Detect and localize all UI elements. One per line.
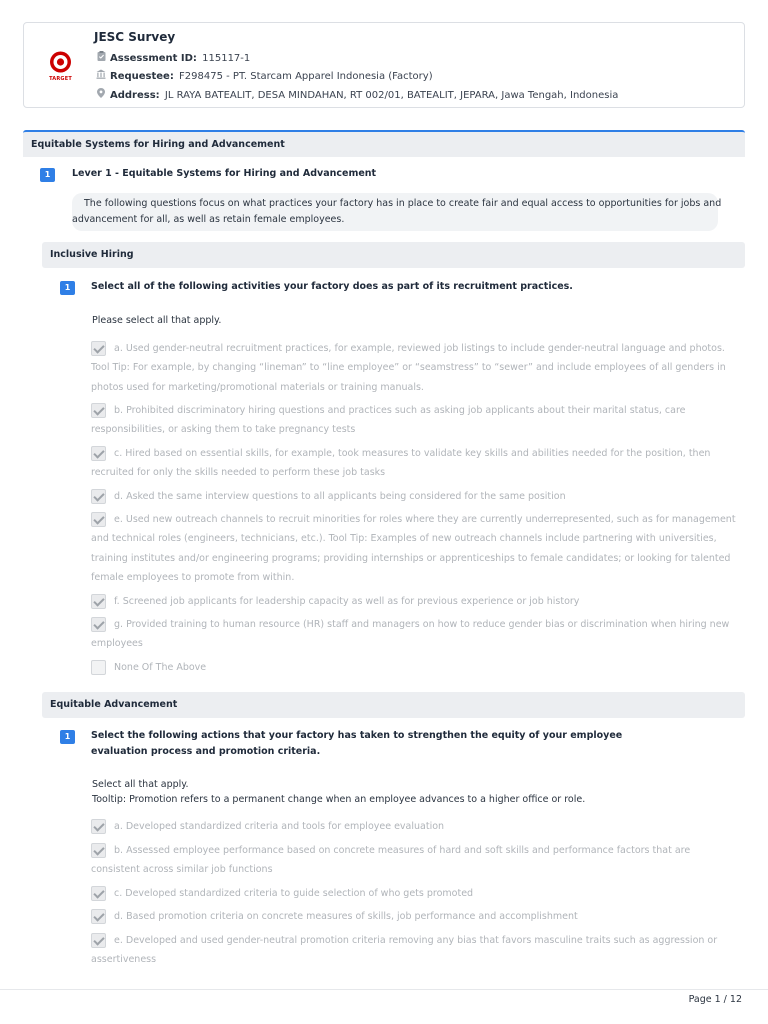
logo-wordmark: TARGET [49, 76, 72, 82]
question-tooltip: Tooltip: Promotion refers to a permanent change when an employee advances to a higher office or role. [92, 794, 586, 805]
question-number-badge: 1 [60, 730, 75, 744]
question-title: Select all of the following activities your factory does as part of its recruitment practices. [91, 281, 573, 292]
section-title: Equitable Systems for Hiring and Advancement [31, 139, 285, 150]
assessment-id-value: 115117-1 [202, 53, 251, 64]
question-instruction: Select all that apply. [92, 779, 189, 790]
option-label: e. Used new outreach channels to recruit minorities for roles where they are currently underrepresented, such as for management and technical roles (engineers, technicians, etc.). Tool Tip: Examples of new outreach channels include partnering with universities, training institutes and/or engineering programs; providing internships or apprenticeships to female candidates; or looking for talented female employees to promote from within. [91, 514, 736, 583]
option-label: b. Assessed employee performance based on concrete measures of hard and soft skills and performance factors that are consistent across similar job functions [91, 845, 691, 876]
bank-building-icon [96, 69, 106, 82]
option-label: c. Developed standardized criteria to guide selection of who gets promoted [114, 888, 474, 899]
option-label: a. Developed standardized criteria and tools for employee evaluation [114, 821, 445, 832]
option-label-none: None Of The Above [114, 662, 207, 673]
assessment-id-label: Assessment ID: [110, 53, 197, 64]
subsection-title: Equitable Advancement [50, 699, 178, 710]
address-label: Address: [110, 90, 160, 101]
target-bullseye-icon [48, 51, 73, 75]
option-label: d. Based promotion criteria on concrete measures of skills, job performance and accomplishment [114, 911, 578, 922]
option-label: e. Developed and used gender-neutral promotion criteria removing any bias that favors masculine traits such as aggression or assertiveness [91, 935, 718, 966]
footer-divider [0, 989, 768, 990]
target-logo [48, 51, 73, 83]
lever-title: Lever 1 - Equitable Systems for Hiring and Advancement [72, 168, 377, 179]
option-label: a. Used gender-neutral recruitment practices, for example, reviewed job listings to include gender-neutral language and photos. Tool Tip: For example, by changing “lineman” to “line employee” or “seamstress” to “sewer” and include employees of all genders in photos used for marketing/promotional materials or training manuals. [91, 343, 726, 393]
option-label: f. Screened job applicants for leadership capacity as well as for previous experience or job history [114, 596, 580, 607]
subsection-inclusive-hiring [42, 242, 745, 268]
question-instruction: Please select all that apply. [92, 315, 222, 326]
address-value: JL RAYA BATEALIT, DESA MINDAHAN, RT 002/01, BATEALIT, JEPARA, Jawa Tengah, Indonesia [164, 90, 619, 101]
requestee-row [96, 69, 433, 82]
survey-title: JESC Survey [94, 30, 176, 44]
map-pin-icon [96, 88, 106, 101]
section-header [23, 130, 745, 157]
requestee-label: Requestee: [110, 71, 174, 82]
page-number: Page 1 / 12 [688, 994, 742, 1005]
question-title: Select the following actions that your factory has taken to strengthen the equity of your employee evaluation process and promotion criteria. [91, 730, 623, 757]
option-label: d. Asked the same interview questions to all applicants being considered for the same position [114, 491, 566, 502]
option-label: b. Prohibited discriminatory hiring questions and practices such as asking job applicants about their marital status, care responsibilities, or asking them to take pregnancy tests [91, 405, 686, 436]
subsection-equitable-advancement [42, 692, 745, 718]
question-number-badge: 1 [60, 281, 75, 295]
subsection-title: Inclusive Hiring [50, 249, 134, 260]
address-row [96, 88, 618, 101]
lever-intro-text: The following questions focus on what practices your factory has in place to create fair and equal access to opportunities for jobs and advancement for all, as well as retain female employees. [72, 198, 722, 225]
lever-number-badge: 1 [40, 168, 55, 182]
survey-header-card [23, 22, 745, 108]
requestee-value: F298475 - PT. Starcam Apparel Indonesia (Factory) [179, 71, 433, 82]
option-label: c. Hired based on essential skills, for example, took measures to validate key skills and abilities needed for the position, then recruited for only the skills needed to perform these job tasks [91, 448, 711, 479]
assessment-id-row [96, 51, 250, 64]
option-label: g. Provided training to human resource (HR) staff and managers on how to reduce gender bias or discrimination when hiring new employees [91, 619, 730, 650]
clipboard-check-icon [96, 51, 106, 64]
